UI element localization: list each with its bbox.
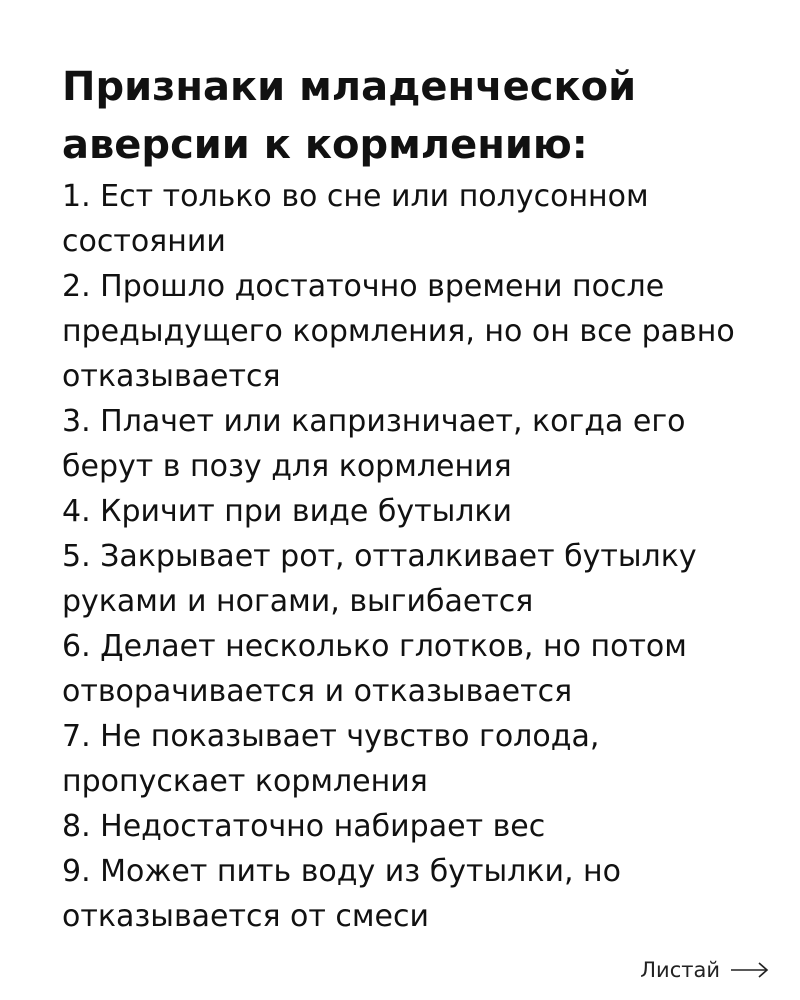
list-item: 7. Не показывает чувство голода, пропускает кормления [62, 719, 600, 799]
list-item: 1. Ест только во сне или полусонном состоянии [62, 179, 649, 259]
list-item: 9. Может пить воду из бутылки, но отказывается от смеси [62, 854, 621, 934]
symptom-list [62, 174, 782, 939]
list-item: 8. Недостаточно набирает вес [62, 809, 546, 844]
swipe-hint-label: Листай [640, 958, 720, 982]
list-item: 5. Закрывает рот, отталкивает бутылку руками и ногами, выгибается [62, 539, 697, 619]
swipe-hint[interactable] [640, 952, 770, 988]
arrow-right-icon [730, 960, 770, 980]
list-item: 6. Делает несколько глотков, но потом отворачивается и отказывается [62, 629, 687, 709]
list-item: 3. Плачет или капризничает, когда его берут в позу для кормления [62, 404, 686, 484]
list-item: 2. Прошло достаточно времени после предыдущего кормления, но он все равно отказывается [62, 269, 735, 394]
page-title: Признаки младенческой аверсии к кормлению: [62, 64, 637, 168]
list-item: 4. Кричит при виде бутылки [62, 494, 513, 529]
